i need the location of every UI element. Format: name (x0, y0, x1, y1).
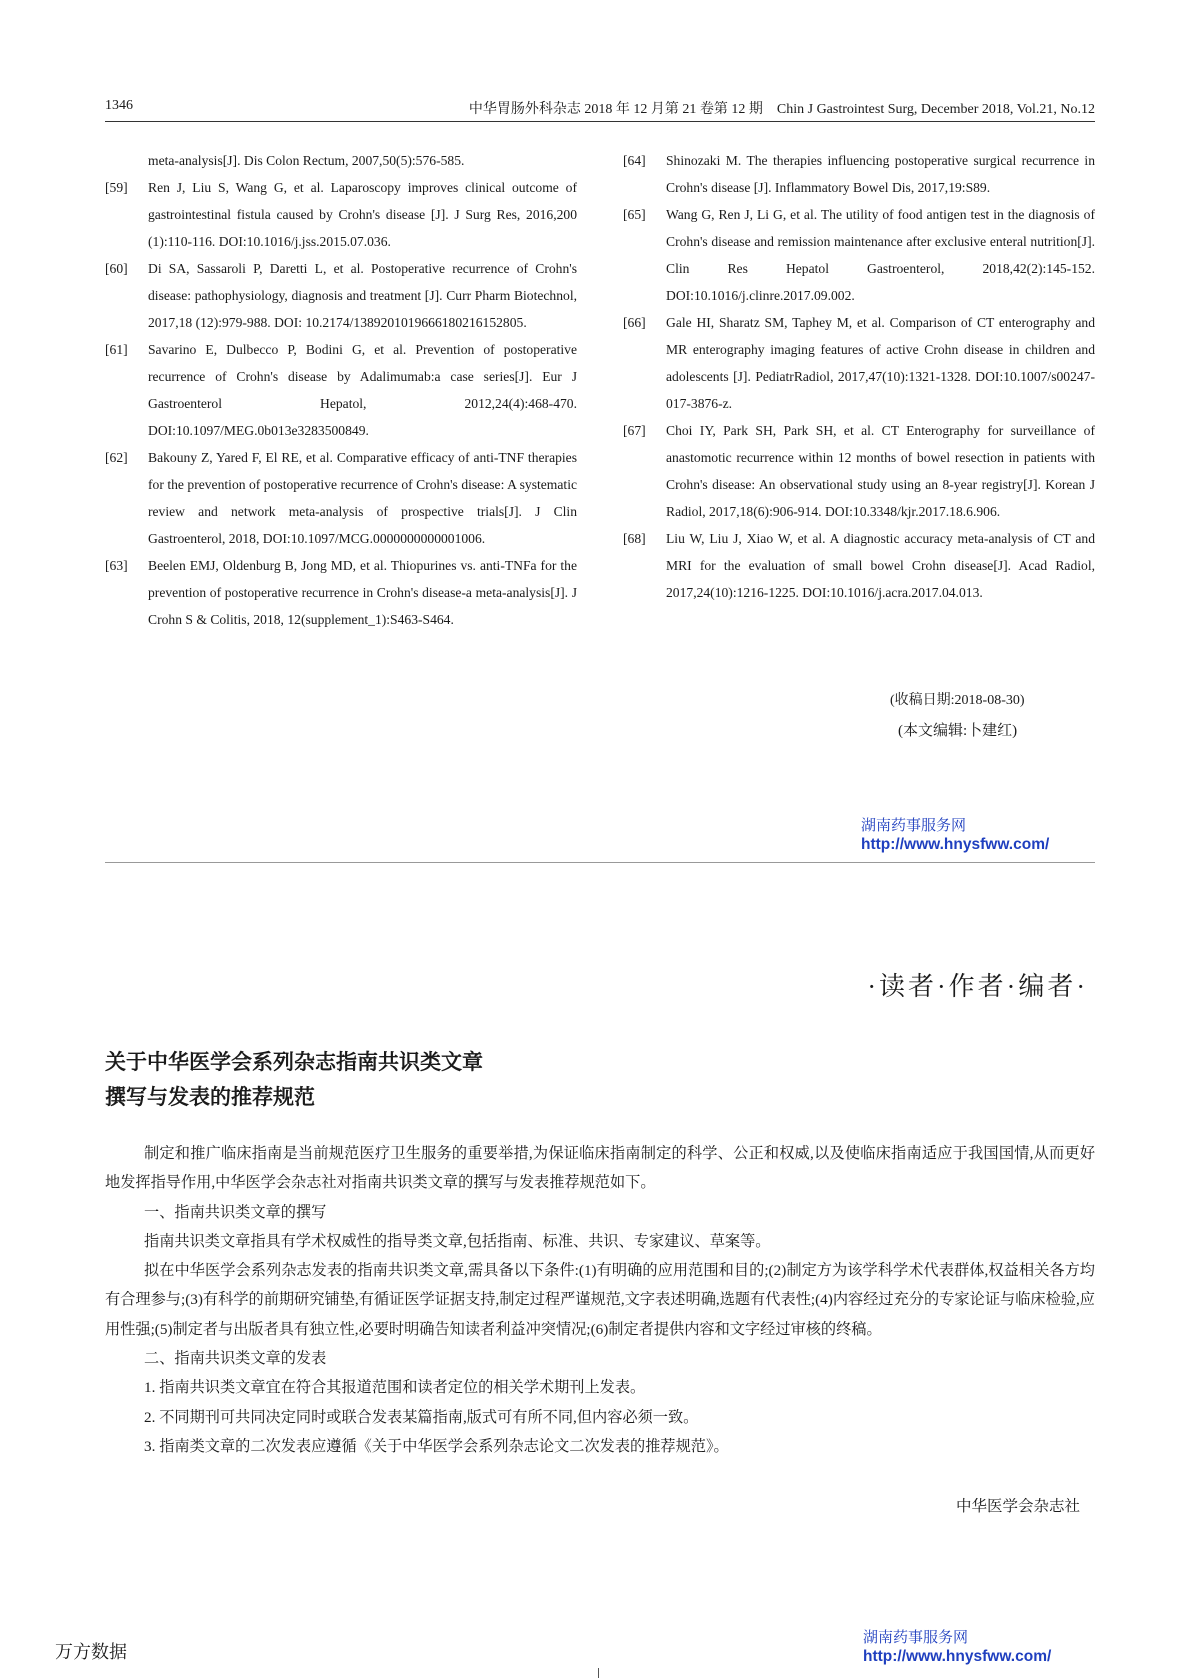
reference-item (105, 444, 577, 552)
reference-text: Shinozaki M. The therapies influencing postoperative surgical recurrence in Crohn's disease [J]. Inflammatory Bowel Dis, 2017,19:S89. (666, 153, 1095, 195)
reference-number: [67] (623, 423, 646, 438)
body-paragraph: 拟在中华医学会系列杂志发表的指南共识类文章,需具备以下条件:(1)有明确的应用范围和目的;(2)制定方为该学科学术代表群体,权益相关各方均有合理参与;(3)有科学的前期研究铺垫,有循证医学证据支持,制定过程严谨规范,文字表述明确,选题有代表性;(4)内容经过充分的专家论证与临床检验,应用性强;(5)制定者与出版者具有独立性,必要时明确告知读者利益冲突情况;(6)制定者提供内容和文字经过审核的终稿。 (105, 1262, 1095, 1338)
notice-title (105, 1045, 483, 1115)
column-title: ·读者·作者·编者· (867, 972, 1088, 1001)
reference-text: Gale HI, Sharatz SM, Taphey M, et al. Comparison of CT enterography and MR enterography imaging features of active Crohn disease in children and adolescents [J]. PediatrRadiol, 2017,47(10):1321-1328. DOI:10.1007/s00247-017-3876-z. (666, 315, 1095, 411)
reference-text: Bakouny Z, Yared F, El RE, et al. Comparative efficacy of anti-TNF therapies for the prevention of postoperative recurrence of Crohn's disease: A systematic review and network meta-analysis of prospective trials[J]. J Clin Gastroenterol, 2018, DOI:10.1097/MCG.0000000000001006. (148, 450, 577, 546)
page-tick-mark (598, 1668, 599, 1678)
reference-item (623, 147, 1095, 201)
watermark-bottom (863, 1628, 1051, 1666)
reference-continuation: meta-analysis[J]. Dis Colon Rectum, 2007,50(5):576-585. (148, 153, 465, 168)
reference-number: [59] (105, 180, 128, 195)
reference-item (623, 309, 1095, 417)
notice-signature: 中华医学会杂志社 (955, 1498, 1080, 1515)
reference-number: [68] (623, 531, 646, 546)
reference-text: Wang G, Ren J, Li G, et al. The utility of food antigen test in the diagnosis of Crohn's disease and remission maintenance after exclusive enteral nutrition[J]. Clin Res Hepatol Gastroenterol, 2018,42(2):145-152. DOI:10.1016/j.clinre.2017.09.002. (666, 207, 1095, 303)
notice-body (105, 1139, 1095, 1461)
reference-item (105, 174, 577, 255)
reference-text: Liu W, Liu J, Xiao W, et al. A diagnostic accuracy meta-analysis of CT and MRI for the evaluation of small bowel Crohn disease[J]. Acad Radiol, 2017,24(10):1216-1225. DOI:10.1016/j.acra.2017.04.013. (666, 531, 1095, 600)
reference-item (105, 255, 577, 336)
reference-number: [60] (105, 261, 128, 276)
watermark-url[interactable]: http://www.hnysfww.com/ (861, 836, 1050, 853)
body-paragraph: 1. 指南共识类文章宜在符合其报道范围和读者定位的相关学术期刊上发表。 (144, 1379, 646, 1397)
body-paragraph: 2. 不同期刊可共同决定同时或联合发表某篇指南,版式可有所不同,但内容必须一致。 (144, 1408, 699, 1426)
received-date: (收稿日期:2018-08-30) (890, 693, 1025, 708)
header-rule (105, 121, 1095, 122)
body-paragraph: 指南共识类文章指具有学术权威性的指导类文章,包括指南、标准、共识、专家建议、草案等。 (144, 1232, 771, 1250)
section-heading: 一、指南共识类文章的撰写 (144, 1203, 327, 1221)
reference-text: Savarino E, Dulbecco P, Bodini G, et al. Prevention of postoperative recurrence of Crohn's disease by Adalimumab:a case series[J]. Eur J Gastroenterol Hepatol, 2012,24(4):468-470. DOI:10.1097/MEG.0b013e3283500849. (148, 342, 577, 438)
section-divider (105, 862, 1095, 863)
reference-number: [61] (105, 342, 128, 357)
reference-number: [66] (623, 315, 646, 330)
reference-number: [64] (623, 153, 646, 168)
reference-item (623, 417, 1095, 525)
reference-column-right (623, 147, 1095, 606)
body-paragraph: 制定和推广临床指南是当前规范医疗卫生服务的重要举措,为保证临床指南制定的科学、公正和权威,以及使临床指南适应于我国国情,从而更好地发挥指导作用,中华医学会杂志社对指南共识类文章的撰写与发表推荐规范如下。 (105, 1145, 1095, 1192)
reference-number: [62] (105, 450, 128, 465)
article-editor: (本文编辑:卜建红) (898, 723, 1018, 739)
reference-number: [63] (105, 558, 128, 573)
running-header: 中华胃肠外科杂志 2018 年 12 月第 21 卷第 12 期 Chin J Gastrointest Surg, December 2018, Vol.21, No.12 (468, 102, 1095, 117)
section-heading: 二、指南共识类文章的发表 (144, 1350, 327, 1368)
reference-text: Choi IY, Park SH, Park SH, et al. CT Enterography for surveillance of anastomotic recurrence within 12 months of bowel resection in patients with Crohn's disease: An observational study using an 8-year registry[J]. Korean J Radiol, 2017,18(6):906-914. DOI:10.3348/kjr.2017.18.6.906. (666, 423, 1095, 519)
body-paragraph: 3. 指南类文章的二次发表应遵循《关于中华医学会系列杂志论文二次发表的推荐规范》。 (144, 1437, 729, 1455)
reference-text: Di SA, Sassaroli P, Daretti L, et al. Postoperative recurrence of Crohn's disease: pathophysiology, diagnosis and treatment [J]. Curr Pharm Biotechnol, 2017,18 (12):979-988. DOI: 10.2174/1389201019666180216152805. (148, 261, 577, 330)
watermark-name: 湖南药事服务网 (861, 817, 967, 834)
reference-text: Beelen EMJ, Oldenburg B, Jong MD, et al. Thiopurines vs. anti-TNFa for the prevention of postoperative recurrence in Crohn's disease-a meta-analysis[J]. J Crohn S & Colitis, 2018, 12(supplement_1):S463-S464. (148, 558, 577, 627)
watermark-top (861, 816, 1049, 854)
reference-column-left (105, 147, 577, 633)
reference-item (623, 201, 1095, 309)
notice-title-line: 撰写与发表的推荐规范 (105, 1085, 315, 1109)
reference-item (105, 336, 577, 444)
page-number: 1346 (105, 98, 133, 113)
watermark-name: 湖南药事服务网 (863, 1629, 969, 1646)
reference-item (623, 525, 1095, 606)
watermark-url[interactable]: http://www.hnysfww.com/ (863, 1648, 1052, 1665)
reference-text: Ren J, Liu S, Wang G, et al. Laparoscopy improves clinical outcome of gastrointestinal fistula caused by Crohn's disease [J]. J Surg Res, 2016,200 (1):110-116. DOI:10.1016/j.jss.2015.07.036. (148, 180, 577, 249)
notice-title-line: 关于中华医学会系列杂志指南共识类文章 (105, 1050, 483, 1074)
footer-brand: 万方数据 (55, 1642, 127, 1663)
reference-number: [65] (623, 207, 646, 222)
reference-item (105, 552, 577, 633)
